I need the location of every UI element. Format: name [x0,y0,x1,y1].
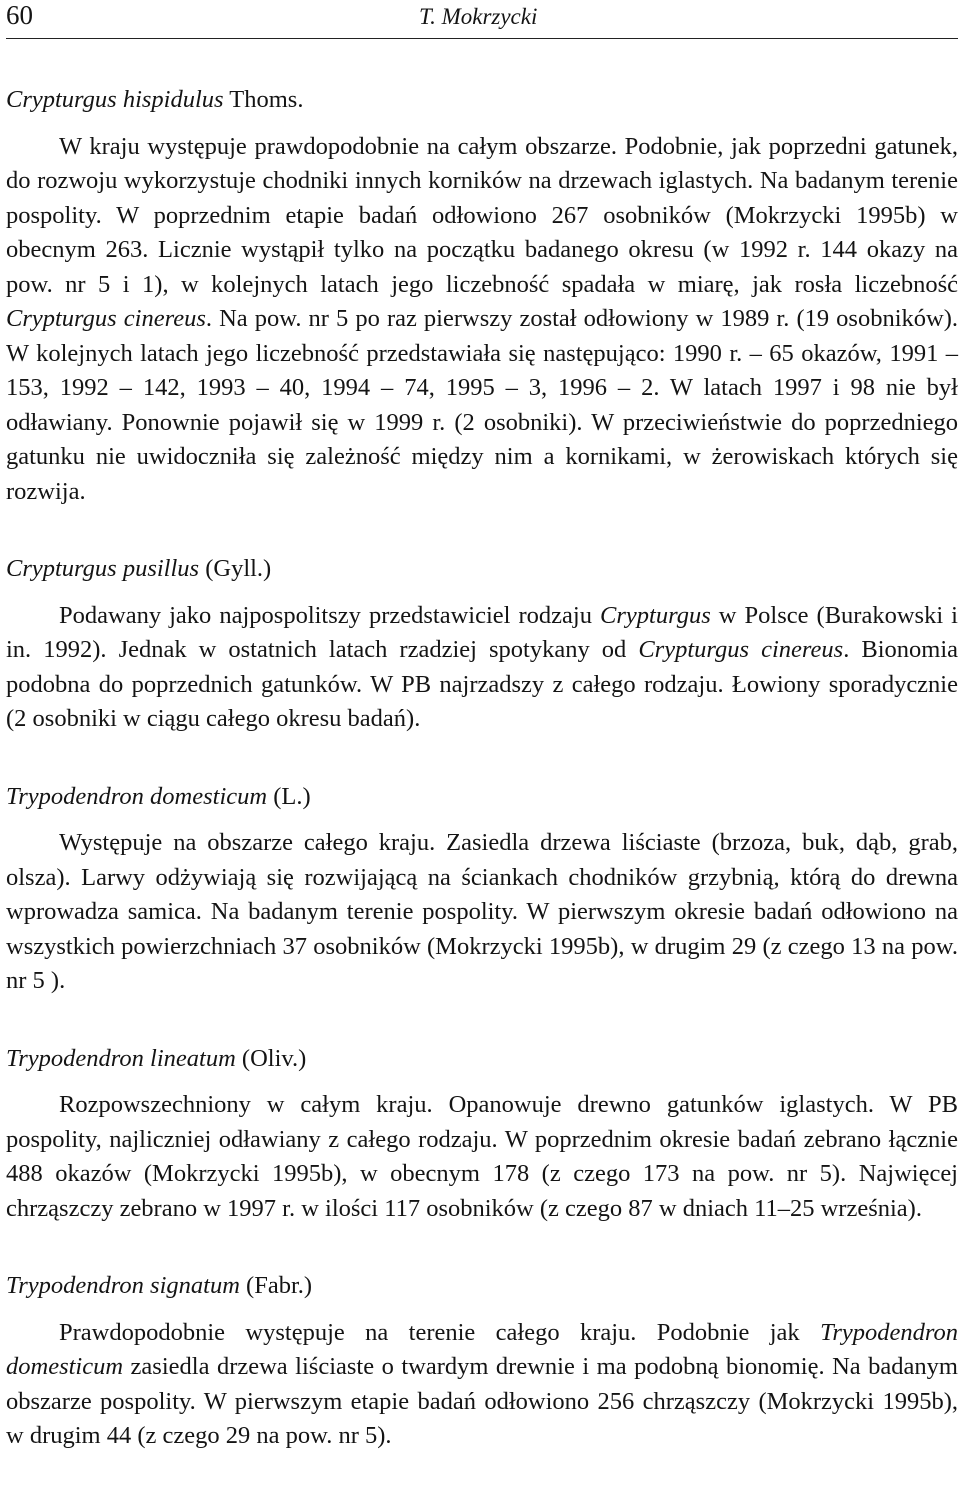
species-heading-crypturgus-hispidulus [6,83,958,118]
species-name: Trypodendron domesticum [6,782,268,810]
text-run: zasiedla drzewa liściaste o twardym drewnie i ma podobną bionomię. Na badanym obszarze pospolity. W pierwszym etapie badań odłowiono 256 chrząszczy (Mokrzycki 1995b), w drugim 44 (z czego 29 na pow. nr 5). [6,1353,958,1449]
text-run: Występuje na obszarze całego kraju. Zasiedla drzewa liściaste (brzoza, buk, dąb, grab, olsza). Larwy odżywiają się rozwijającą na ściankach chodników grzybnią, którą do drewna wprowadza samica. Na badanym terenie pospolity. W pierwszym okresie badań odłowiono na wszystkich powierzchniach 37 osobników (Mokrzycki 1995b), w drugim 29 (z czego 13 na pow. nr 5 ). [6,829,958,994]
species-name: Trypodendron signatum [6,1272,240,1299]
page-number: 60 [6,0,33,30]
species-description-trypodendron-lineatum [6,1088,958,1226]
species-heading-trypodendron-signatum [6,1269,958,1304]
species-description-trypodendron-signatum [6,1316,958,1454]
species-name: Crypturgus hispidulus [6,86,224,113]
running-header [6,0,958,39]
species-name-inline: Trypodendron domesticum [6,1318,958,1380]
text-run: Podawany jako najpospolitszy przedstawiciel rodzaju [59,601,601,629]
page [6,0,958,1454]
species-heading-crypturgus-pusillus [6,552,958,587]
species-heading-trypodendron-domesticum [6,780,958,815]
species-authority: (Oliv.) [241,1044,307,1072]
species-description-crypturgus-pusillus [6,599,958,737]
species-name-inline: Crypturgus cinereus [638,636,844,663]
species-name: Trypodendron lineatum [6,1044,236,1072]
species-description-crypturgus-hispidulus [6,130,958,510]
text-run: W kraju występuje prawdopodobnie na całym obszarze. Podobnie, jak poprzedni gatunek, do rozwoju wykorzystuje chodniki innych korników na drzewach iglastych. Na badanym terenie pospolity. W poprzednim etapie badań odłowiono 267 osobników (Mokrzycki 1995b) w obecnym 263. Licznie wystąpił tylko na początku badanego okresu (w 1992 r. 144 okazy na pow. nr 5 i 1), w kolejnych latach jego liczebność spadała w miarę, jak rosła liczebność [6,132,958,298]
text-run: . Bionomia podobna do poprzednich gatunków. W PB najrzadszy z całego rodzaju. Łowiony sporadycznie (2 osobniki w ciągu całego okresu badań). [6,636,958,732]
text-run: Rozpowszechniony w całym kraju. Opanowuje drewno gatunków iglastych. W PB pospolity, najliczniej odławiany z całego rodzaju. W poprzednim okresie badań zebrano łącznie 488 okazów (Mokrzycki 1995b), w obecnym 178 (z czego 173 na pow. nr 5). Najwięcej chrząszczy zebrano w 1997 r. w ilości 117 osobników (z czego 87 w dniach 11–25 września). [6,1091,958,1222]
species-authority: (Fabr.) [246,1272,313,1299]
species-name-inline: Crypturgus [600,601,711,629]
species-authority: (L.) [273,782,311,810]
text-run: Prawdopodobnie występuje na terenie całego kraju. Podobnie jak [59,1318,821,1346]
species-authority: Thoms. [229,86,304,113]
species-heading-trypodendron-lineatum [6,1042,958,1077]
species-name: Crypturgus pusillus [6,555,200,582]
species-description-trypodendron-domesticum [6,826,958,999]
species-name-inline: Crypturgus cinereus [6,305,206,332]
species-authority: (Gyll.) [205,555,272,582]
text-run: . Na pow. nr 5 po raz pierwszy został odłowiony w 1989 r. (19 osobników). W kolejnych latach jego liczebność przedstawiała się następująco: 1990 r. – 65 okazów, 1991 – 153, 1992 – 142, 1993 – 40, 1994 – 74, 1995 – 3, 1996 – 2. W latach 1997 i 98 nie był odławiany. Ponownie pojawił się w 1999 r. (2 osobniki). W przeciwieństwie do poprzedniego gatunku nie uwidoczniła się zależność między nim a kornikami, w żerowiskach których się rozwija. [6,305,958,505]
running-author: T. Mokrzycki [419,4,538,29]
text-run: w Polsce (Burakowski i in. 1992). Jednak w ostatnich latach rzadziej spotykany od [6,601,958,663]
